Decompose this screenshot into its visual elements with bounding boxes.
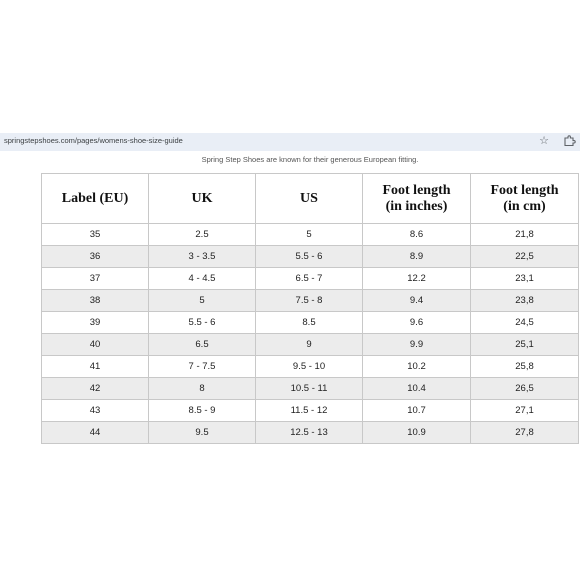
cell-eu: 35 — [42, 224, 149, 246]
cell-foot-cm: 27,8 — [471, 422, 579, 444]
cell-us: 5 — [256, 224, 363, 246]
cell-foot-inches: 12.2 — [363, 268, 471, 290]
table-row — [42, 422, 579, 444]
table-row — [42, 268, 579, 290]
cell-foot-cm: 25,1 — [471, 334, 579, 356]
cell-foot-inches: 8.6 — [363, 224, 471, 246]
cell-uk: 4 - 4.5 — [149, 268, 256, 290]
cell-us: 9.5 - 10 — [256, 356, 363, 378]
cell-foot-inches: 8.9 — [363, 246, 471, 268]
table-row — [42, 290, 579, 312]
cell-foot-cm: 22,5 — [471, 246, 579, 268]
cell-us: 8.5 — [256, 312, 363, 334]
table-row — [42, 400, 579, 422]
cell-foot-inches: 10.2 — [363, 356, 471, 378]
cell-foot-cm: 23,8 — [471, 290, 579, 312]
cell-eu: 36 — [42, 246, 149, 268]
size-chart-table — [41, 173, 579, 444]
table-row — [42, 378, 579, 400]
table-row — [42, 224, 579, 246]
cell-eu: 39 — [42, 312, 149, 334]
column-header-uk: UK — [149, 174, 256, 224]
page-subtitle: Spring Step Shoes are known for their generous European fitting. — [201, 155, 419, 164]
table-row — [42, 334, 579, 356]
column-header-foot-inches: Foot length (in inches) — [363, 174, 471, 224]
cell-eu: 38 — [42, 290, 149, 312]
cell-foot-inches: 9.4 — [363, 290, 471, 312]
cell-us: 7.5 - 8 — [256, 290, 363, 312]
column-header-foot-cm: Foot length (in cm) — [471, 174, 579, 224]
cell-uk: 7 - 7.5 — [149, 356, 256, 378]
cell-us: 5.5 - 6 — [256, 246, 363, 268]
puzzle-icon[interactable] — [562, 134, 576, 148]
url-text[interactable]: springstepshoes.com/pages/womens-shoe-size-guide — [4, 136, 183, 145]
cell-eu: 43 — [42, 400, 149, 422]
cell-foot-inches: 10.7 — [363, 400, 471, 422]
cell-foot-cm: 23,1 — [471, 268, 579, 290]
cell-us: 6.5 - 7 — [256, 268, 363, 290]
cell-foot-cm: 26,5 — [471, 378, 579, 400]
cell-us: 10.5 - 11 — [256, 378, 363, 400]
cell-uk: 5.5 - 6 — [149, 312, 256, 334]
cell-foot-inches: 9.6 — [363, 312, 471, 334]
cell-eu: 41 — [42, 356, 149, 378]
column-header-eu: Label (EU) — [42, 174, 149, 224]
cell-eu: 40 — [42, 334, 149, 356]
cell-uk: 2.5 — [149, 224, 256, 246]
cell-eu: 42 — [42, 378, 149, 400]
cell-eu: 44 — [42, 422, 149, 444]
cell-foot-cm: 21,8 — [471, 224, 579, 246]
cell-uk: 9.5 — [149, 422, 256, 444]
cell-uk: 3 - 3.5 — [149, 246, 256, 268]
cell-eu: 37 — [42, 268, 149, 290]
table-row — [42, 356, 579, 378]
cell-foot-cm: 27,1 — [471, 400, 579, 422]
column-header-us: US — [256, 174, 363, 224]
table-row — [42, 312, 579, 334]
cell-foot-cm: 25,8 — [471, 356, 579, 378]
table-header-row — [42, 174, 579, 224]
cell-uk: 6.5 — [149, 334, 256, 356]
address-bar[interactable] — [0, 133, 580, 151]
cell-foot-inches: 9.9 — [363, 334, 471, 356]
cell-uk: 8 — [149, 378, 256, 400]
cell-us: 9 — [256, 334, 363, 356]
cell-uk: 5 — [149, 290, 256, 312]
cell-foot-inches: 10.4 — [363, 378, 471, 400]
cell-us: 11.5 - 12 — [256, 400, 363, 422]
cell-foot-cm: 24,5 — [471, 312, 579, 334]
cell-foot-inches: 10.9 — [363, 422, 471, 444]
star-icon[interactable]: ☆ — [539, 135, 549, 147]
table-row — [42, 246, 579, 268]
cell-uk: 8.5 - 9 — [149, 400, 256, 422]
cell-us: 12.5 - 13 — [256, 422, 363, 444]
